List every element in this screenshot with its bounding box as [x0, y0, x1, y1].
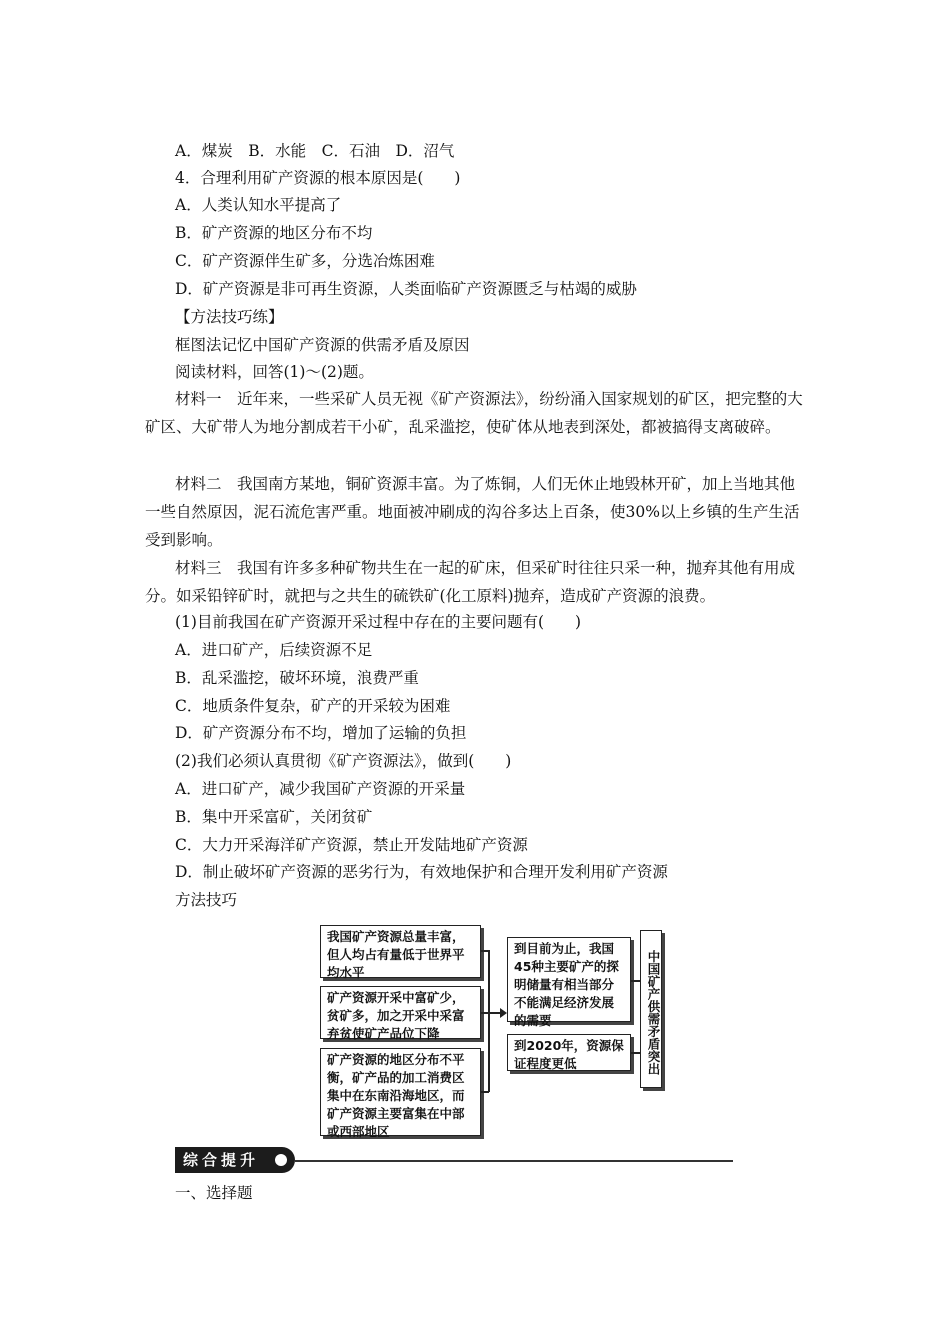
- cause-box-resource-per-capita: 我国矿产资源总量丰富，但人均占有量低于世界平均水平: [320, 925, 481, 978]
- conclusion-box: 中国矿产供需矛盾突出: [640, 930, 662, 1088]
- connector: [488, 950, 490, 1092]
- q4-option-b: B．矿产资源的地区分布不均: [175, 224, 373, 242]
- material-3: 材料三 我国有许多多种矿物共生在一起的矿床，但采矿时往往只采一种，抛弃其他有用成分。如采铅锌矿时，就把与之共生的硫铁矿(化工原料)抛弃，造成矿产资源的浪费。: [145, 559, 796, 605]
- subq2-option-c: C．大力开采海洋矿产资源，禁止开发陆地矿产资源: [175, 836, 528, 854]
- bullet-dot-icon: [275, 1154, 287, 1166]
- subq1-option-b: B．乱采滥挖，破坏环境，浪费严重: [175, 669, 419, 687]
- subq1-option-a: A．进口矿产，后续资源不足: [175, 641, 373, 659]
- q3-options: A．煤炭 B．水能 C．石油 D．沼气: [175, 142, 455, 160]
- q4-stem: 4．合理利用矿产资源的根本原因是( ): [175, 169, 461, 187]
- subq1-option-d: D．矿产资源分布不均，增加了运输的负担: [175, 724, 467, 742]
- q4-option-a: A．人类认知水平提高了: [175, 196, 342, 214]
- subq2-option-a: A．进口矿产，减少我国矿产资源的开采量: [175, 780, 466, 798]
- cause-box-ore-grade: 矿产资源开采中富矿少，贫矿多，加之开采中采富弃贫使矿产品位下降: [320, 986, 481, 1039]
- subq2-option-d: D．制止破坏矿产资源的恶劣行为，有效地保护和合理开发利用矿产资源: [175, 863, 668, 881]
- divider: [295, 1160, 733, 1162]
- section-title: 综合提升: [175, 1147, 295, 1173]
- method-title: 框图法记忆中国矿产资源的供需矛盾及原因: [175, 336, 470, 354]
- q4-option-d: D．矿产资源是非可再生资源，人类面临矿产资源匮乏与枯竭的威胁: [175, 280, 637, 298]
- subq2-stem: (2)我们必须认真贯彻《矿产资源法》，做到( ): [175, 752, 512, 770]
- method-heading: 【方法技巧练】: [175, 308, 284, 326]
- subq1-stem: (1)目前我国在矿产资源开采过程中存在的主要问题有( ): [175, 613, 582, 631]
- section-subtitle: 一、选择题: [175, 1184, 253, 1202]
- material-1: 材料一 近年来，一些采矿人员无视《矿产资源法》，纷纷涌入国家规划的矿区，把完整的大矿区、大矿带人为地分割成若干小矿，乱采滥挖，使矿体从地表到深处，都被搞得支离破碎。: [145, 390, 803, 436]
- cause-box-regional-distribution: 矿产资源的地区分布不平衡，矿产品的加工消费区集中在东南沿海地区，而矿产资源主要富集在中部或西部地区: [320, 1048, 481, 1136]
- subq1-option-c: C．地质条件复杂，矿产的开采较为困难: [175, 697, 451, 715]
- read-instruction: 阅读材料，回答(1)～(2)题。: [175, 363, 374, 381]
- effect-box-reserves: 到目前为止，我国45种主要矿产的探明储量有相当部分不能满足经济发展的需要: [507, 937, 631, 1022]
- subq2-option-b: B．集中开采富矿，关闭贫矿: [175, 808, 373, 826]
- material-2: 材料二 我国南方某地，铜矿资源丰富。为了炼铜，人们无休止地毁林开矿，加上当地其他一些自然原因，泥石流危害严重。地面被冲刷成的沟谷多达上百条，使30%以上乡镇的生产生活受到影响。: [145, 475, 800, 549]
- method-label: 方法技巧: [175, 891, 238, 909]
- q4-option-c: C．矿产资源伴生矿多，分选冶炼困难: [175, 252, 435, 270]
- effect-box-2020: 到2020年，资源保证程度更低: [507, 1034, 631, 1071]
- arrow-head-icon: [500, 1008, 507, 1018]
